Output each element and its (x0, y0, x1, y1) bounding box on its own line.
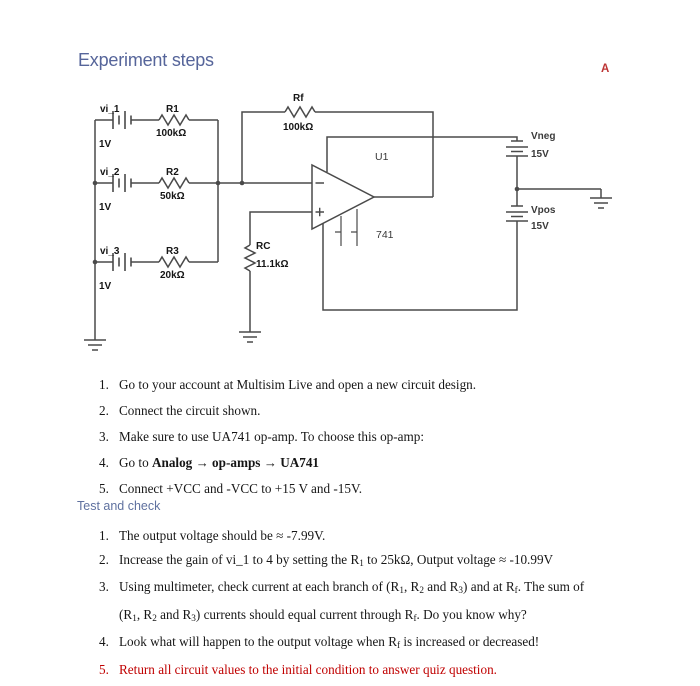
supply-value: 15V (531, 149, 549, 160)
supply-vpos (506, 206, 528, 221)
resistor-label: R1 (166, 104, 179, 115)
resistor-value: 50kΩ (160, 191, 185, 202)
test-number: 1. (99, 528, 109, 543)
resistor-r1 (159, 115, 189, 125)
resistor-rf (285, 107, 315, 117)
test-and-check-list (0, 524, 680, 682)
step-number: 1. (99, 377, 109, 392)
ground-icon (84, 340, 106, 350)
test-number: 4. (99, 634, 109, 650)
test-item (0, 575, 680, 630)
test-number: 5. (99, 662, 109, 678)
step-text: Connect +VCC and -VCC to +15 V and -15V. (119, 481, 363, 496)
step-item (0, 372, 680, 398)
step-number: 4. (99, 455, 109, 470)
test-text: Increase the gain of vi_1 to 4 by setting the R1 to 25kΩ, Output voltage ≈ -10.99V (119, 551, 554, 568)
supply-vneg (506, 141, 528, 156)
resistor-label: R2 (166, 167, 179, 178)
test-item (0, 630, 680, 658)
step-text: Make sure to use UA741 op-amp. To choose this op-amp: (119, 429, 425, 444)
source-label: vi_3 (100, 246, 120, 257)
test-text: Look what will happen to the output voltage when Rf is increased or decreased! (119, 634, 540, 651)
test-item (0, 524, 680, 548)
step-text: Connect the circuit shown. (119, 403, 261, 418)
resistor-label: Rf (293, 93, 304, 104)
page-title: Experiment steps (78, 50, 214, 70)
source-value: 1V (99, 281, 112, 292)
resistor-value: 11.1kΩ (256, 259, 289, 270)
test-item (0, 548, 680, 576)
ground-icon (590, 198, 612, 208)
step-item (0, 398, 680, 424)
step-text: Go to Analog → op-amps → UA741 (119, 455, 320, 470)
step-number: 2. (99, 403, 109, 418)
resistor-r2 (159, 178, 189, 188)
supply-label: Vpos (531, 205, 556, 216)
source-value: 1V (99, 139, 112, 150)
test-item-warning (0, 658, 680, 682)
resistor-rc (245, 245, 255, 271)
step-item (0, 450, 680, 476)
step-number: 3. (99, 429, 109, 444)
step-number: 5. (99, 481, 109, 496)
experiment-steps-list (0, 372, 680, 502)
step-item (0, 424, 680, 450)
test-number: 2. (99, 551, 109, 567)
resistor-label: RC (256, 241, 271, 252)
resistor-value: 20kΩ (160, 270, 185, 281)
resistor-label: R3 (166, 246, 179, 257)
supply-value: 15V (531, 221, 549, 232)
opamp-741 (312, 151, 394, 246)
test-text: Return all circuit values to the initial condition to answer quiz question. (119, 662, 497, 678)
resistor-value: 100kΩ (283, 122, 314, 133)
opamp-ref: U1 (375, 151, 389, 163)
resistor-r3 (159, 257, 189, 267)
opamp-part: 741 (376, 229, 394, 241)
step-text: Go to your account at Multisim Live and open a new circuit design. (119, 377, 477, 392)
source-value: 1V (99, 202, 112, 213)
test-text: Using multimeter, check current at each branch of (R1, R2 and R3) and at Rf. The sum of (R1, R2 and R3) currents should equal current through Rf. Do you know why? (119, 579, 585, 623)
test-number: 3. (99, 579, 109, 595)
ground-icon (239, 332, 261, 342)
resistor-value: 100kΩ (156, 128, 187, 139)
source-label: vi_2 (100, 167, 120, 178)
junction-dots (93, 181, 520, 265)
supply-label: Vneg (531, 131, 556, 142)
test-text: The output voltage should be ≈ -7.99V. (119, 528, 326, 543)
section-heading-test-and-check: Test and check (77, 499, 161, 513)
source-label: vi_1 (100, 104, 120, 115)
corner-mark: A (601, 63, 610, 75)
